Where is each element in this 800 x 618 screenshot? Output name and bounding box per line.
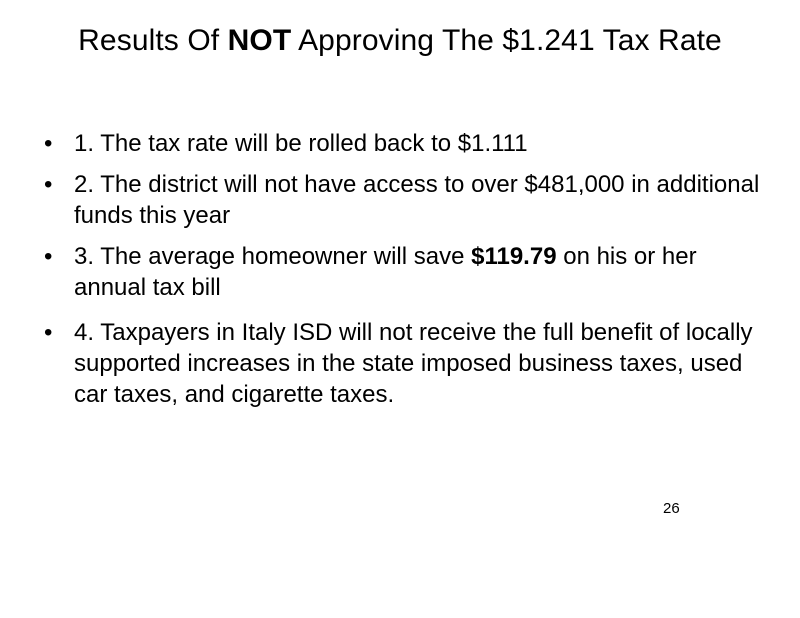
slide-title-after: Approving The $1.241 Tax Rate [291,24,722,57]
list-item-text: 2. The district will not have access to over $481,000 in additional funds this year [74,171,760,229]
list-item [38,241,764,303]
slide-title-before: Results Of [78,24,228,57]
list-item [38,317,764,410]
list-item [38,128,764,159]
slide-title-emphasis: NOT [227,24,292,57]
list-item-text: 1. The tax rate will be rolled back to $1.111 [74,130,528,157]
list-item-text-post: on his or her annual tax bill [74,243,697,301]
bullet-marker-icon: • [44,130,53,157]
list-item-text-pre: 3. The average homeowner will save [74,243,472,270]
page-number: 26 [663,500,680,517]
bullet-marker-icon: • [44,171,53,198]
bullet-marker-icon: • [44,319,53,346]
list-item-text: 4. Taxpayers in Italy ISD will not receive the full benefit of locally supported increases in the state imposed business taxes, used car taxes, and cigarette taxes. [74,319,753,408]
list-item-text [74,241,764,303]
list-item-text-bold: $119.79 [471,243,557,270]
bullet-marker-icon: • [44,243,53,270]
bullet-list [38,128,764,420]
slide-title [40,22,760,60]
list-item [38,169,764,231]
